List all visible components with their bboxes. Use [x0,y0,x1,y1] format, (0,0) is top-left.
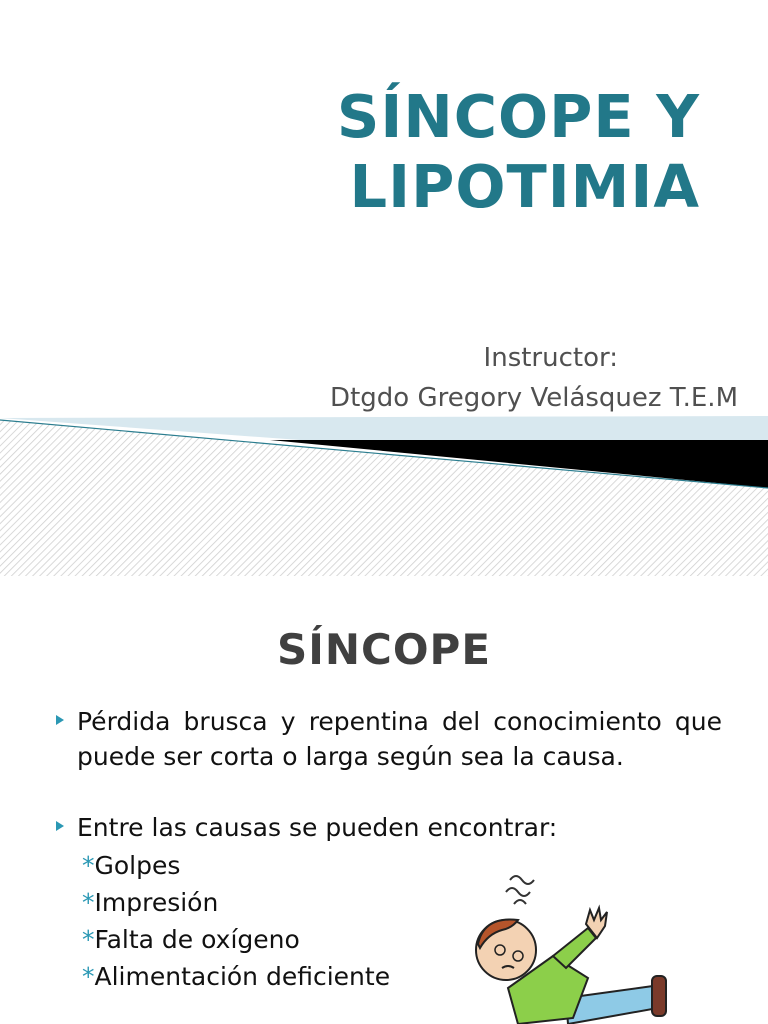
bullet-text: Pérdida brusca y repentina del conocimiento que puede ser corta o larga según sea la causa. [77,707,722,771]
cause-item: *Golpes [82,851,181,880]
decorative-band [0,410,768,576]
bullet-item [48,704,722,774]
content-slide-heading: SÍNCOPE [276,625,492,674]
asterisk-marker: * [82,962,95,991]
slide-title-line-2: LIPOTIMIA [349,152,700,221]
asterisk-marker: * [82,925,95,954]
slide-title [140,82,700,222]
bullet-arrow-icon [56,715,64,725]
slide-subtitle [138,338,738,418]
bullet-item [48,810,722,845]
asterisk-marker: * [82,888,95,917]
bullet-text: Entre las causas se pueden encontrar: [77,813,558,842]
instructor-label: Instructor: [483,343,618,373]
fainting-person-icon [448,858,688,1024]
cause-item: *Falta de oxígeno [82,925,300,954]
bullet-arrow-icon [56,821,64,831]
cause-item: *Impresión [82,888,219,917]
instructor-name: Dtgdo Gregory Velásquez T.E.M [330,383,738,413]
asterisk-marker: * [82,851,95,880]
slide-title-line-1: SÍNCOPE Y [336,82,700,151]
cause-item: *Alimentación deficiente [82,962,391,991]
